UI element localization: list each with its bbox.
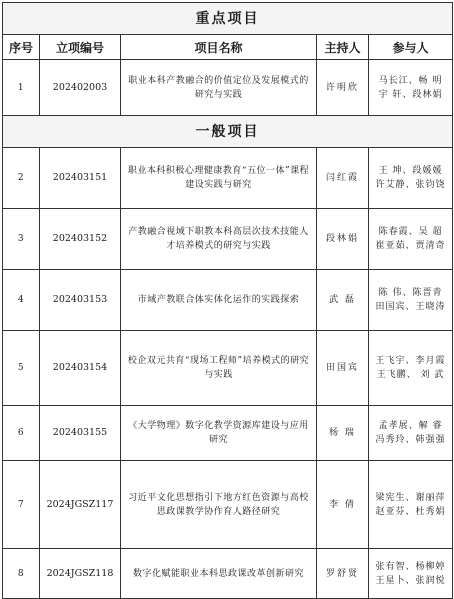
row-no: 4 <box>3 270 40 331</box>
row-members: 张有智、杨柳婷 王星卜、张润悦 <box>369 549 453 599</box>
row-members: 孟孝展、解 睿 冯秀玲、韩强强 <box>369 406 453 461</box>
header-host: 主持人 <box>317 35 369 60</box>
row-host: 田国宾 <box>317 331 369 406</box>
row-no: 6 <box>3 406 40 461</box>
table-row <box>3 270 453 331</box>
row-members: 王 坤、段媛媛 许艾静、张钧饶 <box>369 148 453 209</box>
key-section-title: 重点项目 <box>3 3 453 35</box>
table-row <box>3 209 453 270</box>
table-row <box>3 148 453 209</box>
row-no: 5 <box>3 331 40 406</box>
row-name: 职业本科产教融合的价值定位及发展模式的研究与实践 <box>121 60 317 116</box>
row-code: 2024JGSZ117 <box>40 461 121 549</box>
row-name: 数字化赋能职业本科思政课改革创新研究 <box>121 549 317 599</box>
row-members: 马长江、畅 明 宇 轩、段林娟 <box>369 60 453 116</box>
row-code: 2024JGSZ118 <box>40 549 121 599</box>
row-members: 梁宪生、谢丽萍 赵亚芬、杜秀娟 <box>369 461 453 549</box>
row-no: 7 <box>3 461 40 549</box>
row-host: 许明欣 <box>317 60 369 116</box>
row-name: 职业本科积极心理健康教育“五位一体”课程建设实践与研究 <box>121 148 317 209</box>
project-table <box>2 2 453 599</box>
row-code: 202403154 <box>40 331 121 406</box>
row-host: 武 磊 <box>317 270 369 331</box>
key-section-row <box>3 3 453 35</box>
header-code: 立项编号 <box>40 35 121 60</box>
row-host: 段林娟 <box>317 209 369 270</box>
row-host: 罗舒贤 <box>317 549 369 599</box>
row-name: 习近平文化思想指引下地方红色资源与高校思政课教学协作育人路径研究 <box>121 461 317 549</box>
row-host: 杨 瑞 <box>317 406 369 461</box>
row-host: 闫红霞 <box>317 148 369 209</box>
table-row <box>3 60 453 116</box>
table-row <box>3 549 453 599</box>
general-section-row <box>3 116 453 148</box>
row-name: 校企双元共育“现场工程师”培养模式的研究与实践 <box>121 331 317 406</box>
row-no: 3 <box>3 209 40 270</box>
header-row <box>3 35 453 60</box>
row-name: 《大学物理》数字化教学资源库建设与应用研究 <box>121 406 317 461</box>
row-code: 202403152 <box>40 209 121 270</box>
table-row <box>3 406 453 461</box>
row-no: 1 <box>3 60 40 116</box>
header-no: 序号 <box>3 35 40 60</box>
row-code: 202403155 <box>40 406 121 461</box>
general-section-title: 一般项目 <box>3 116 453 148</box>
row-members: 陈 伟、陈晋青 田国宾、王晓涛 <box>369 270 453 331</box>
row-no: 2 <box>3 148 40 209</box>
row-no: 8 <box>3 549 40 599</box>
table-row <box>3 331 453 406</box>
row-members: 王飞宇、李月霞 王飞鹏、 刘 武 <box>369 331 453 406</box>
row-members: 陈春霞、吴 超 崔亚茹、贾清奇 <box>369 209 453 270</box>
row-host: 李 倩 <box>317 461 369 549</box>
row-code: 202402003 <box>40 60 121 116</box>
header-members: 参与人 <box>369 35 453 60</box>
row-name: 市域产教联合体实体化运作的实践探索 <box>121 270 317 331</box>
row-name: 产教融合视域下职教本科高层次技术技能人才培养模式的研究与实践 <box>121 209 317 270</box>
row-code: 202403153 <box>40 270 121 331</box>
row-code: 202403151 <box>40 148 121 209</box>
table-row <box>3 461 453 549</box>
header-name: 项目名称 <box>121 35 317 60</box>
